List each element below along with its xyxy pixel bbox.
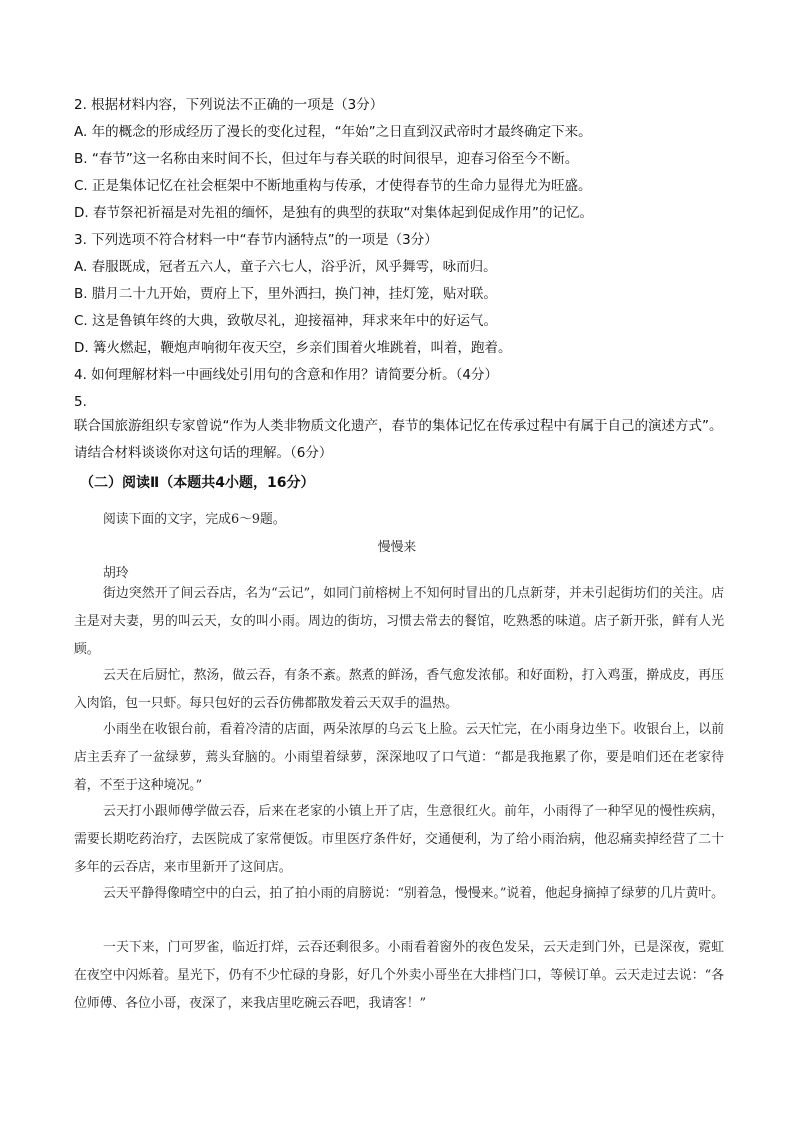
question-2-option-b: B. “春节”这一名称由来时间不长，但过年与春关联的时间很早，迎春习俗至今不断。	[74, 151, 579, 167]
story-paragraph-1: 街边突然开了间云吞店，名为“云记”，如同门前榕树上不知何时冒出的几点新芽，并未引起街坊们的关注。店主是对夫妻，男的叫云天，女的叫小雨。周边的街坊，习惯去常去的餐馆，吃熟悉的味道。店子新开张，鲜有人光顾。	[74, 586, 724, 657]
reading-instruction: 阅读下面的文字，完成6～9题。	[103, 512, 286, 527]
question-2-option-a: A. 年的概念的形成经历了漫长的变化过程，“年始”之日直到汉武帝时才最终确定下来。	[74, 124, 592, 140]
question-5-stem: 联合国旅游组织专家曾说“作为人类非物质文化遗产，春节的集体记忆在传承过程中有属于自己的演述方式”。请结合材料谈谈你对这句话的理解。（6分）	[74, 418, 723, 461]
question-5-number: 5.	[74, 394, 87, 410]
question-2-option-d: D. 春节祭祀祈福是对先祖的缅怀，是独有的典型的获取“对集体起到促成作用”的记忆。	[74, 205, 593, 221]
question-2-stem: 2. 根据材料内容，下列说法不正确的一项是（3分）	[74, 97, 384, 113]
story-title: 慢慢来	[377, 540, 417, 555]
question-3-stem: 3. 下列选项不符合材料一中“春节内涵特点”的一项是（3分）	[74, 232, 438, 248]
question-3-option-d: D. 篝火燃起，鞭炮声响彻年夜天空，乡亲们围着火堆跳着，叫着，跑着。	[74, 340, 512, 356]
section-2-title: （二）阅读Ⅱ（本题共4小题，16分）	[80, 475, 315, 491]
question-3-option-a: A. 春服既成，冠者五六人，童子六七人，浴乎沂，风乎舞雩，咏而归。	[74, 259, 497, 275]
story-paragraph-6: 一天下来，门可罗雀，临近打烊，云吞还剩很多。小雨看着窗外的夜色发呆，云天走到门外，已是深夜，霓虹在夜空中闪烁着。星光下，仍有不少忙碌的身影，好几个外卖小哥坐在大排档门口，等候订单。云天走过去说：“各位师傅、各位小哥，夜深了，来我店里吃碗云吞吧，我请客！”	[74, 940, 724, 1011]
story-paragraph-5: 云天平静得像晴空中的白云，拍了拍小雨的肩膀说：“别着急，慢慢来。”说着，他起身摘掉了绿萝的几片黄叶。	[103, 886, 724, 901]
question-2-option-c: C. 正是集体记忆在社会框架中不断地重构与传承，才使得春节的生命力显得尤为旺盛。	[74, 178, 592, 194]
question-3-option-b: B. 腊月二十九开始，贾府上下，里外洒扫，换门神，挂灯笼，贴对联。	[74, 286, 497, 302]
story-paragraph-4: 云天打小跟师傅学做云吞，后来在老家的小镇上开了店，生意很红火。前年，小雨得了一种罕见的慢性疾病，需要长期吃药治疗，去医院成了家常便饭。市里医疗条件好，交通便利，为了给小雨治病，他忍痛卖掉经营了二十多年的云吞店，来市里新开了这间店。	[74, 804, 724, 875]
question-3-option-c: C. 这是鲁镇年终的大典，致敬尽礼，迎接福神，拜求来年中的好运气。	[74, 313, 498, 329]
story-author: 胡玲	[103, 566, 129, 581]
question-4-stem: 4. 如何理解材料一中画线处引用句的含意和作用？请简要分析。（4分）	[74, 367, 499, 383]
story-paragraph-3: 小雨坐在收银台前，看着冷清的店面，两朵浓厚的乌云飞上脸。云天忙完，在小雨身边坐下。收银台上，以前店主丢弃了一盆绿萝，蔫头耷脑的。小雨望着绿萝，深深地叹了口气道：“都是我拖累了你，要是咱们还在老家待着，不至于这种境况。”	[74, 722, 724, 793]
story-paragraph-2: 云天在后厨忙，熬汤，做云吞，有条不紊。熬煮的鲜汤，香气愈发浓郁。和好面粉，打入鸡蛋，擀成皮，再压入肉馅，包一只虾。每只包好的云吞仿佛都散发着云天双手的温热。	[74, 668, 724, 711]
